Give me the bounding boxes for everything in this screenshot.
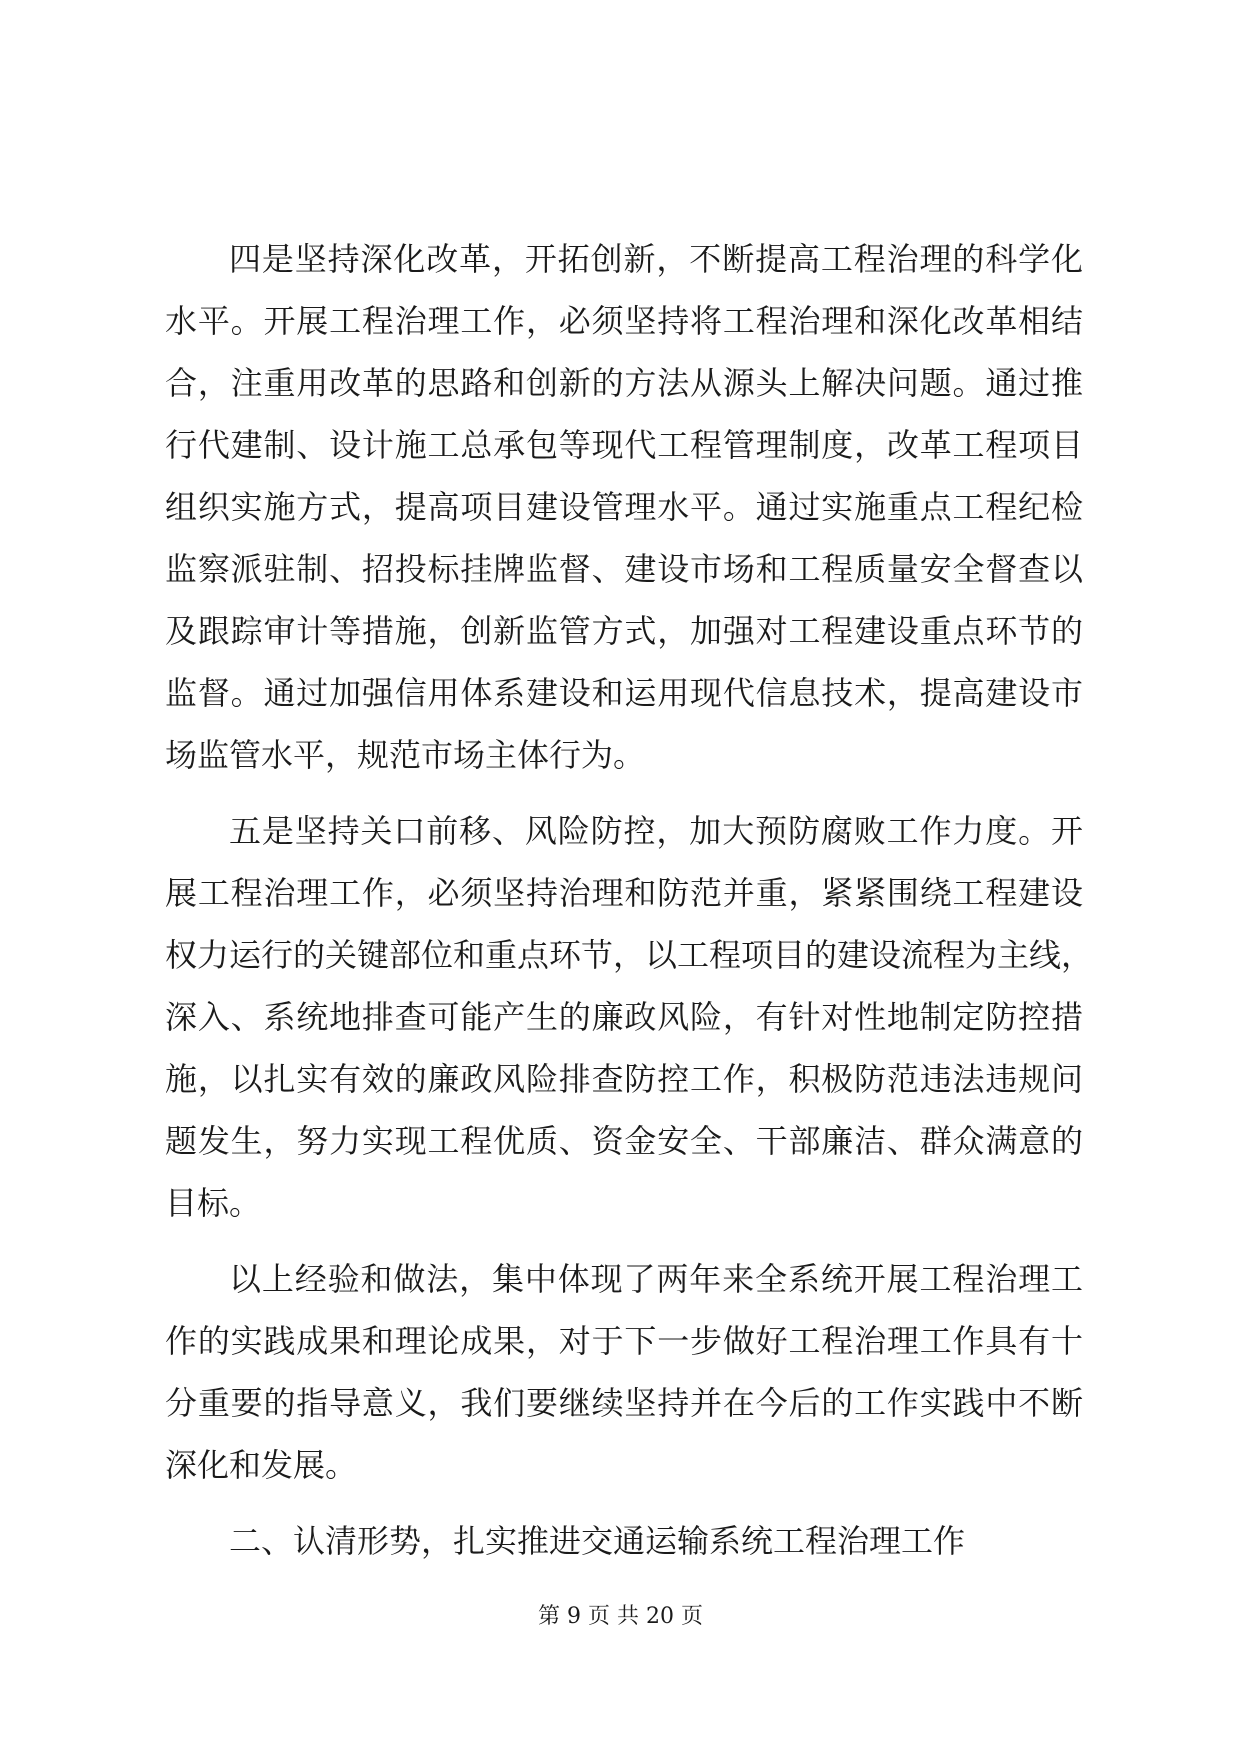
paragraph-spacer (165, 1234, 1083, 1248)
paragraph-5 (165, 800, 1094, 1234)
text-line: 合，注重用改革的思路和创新的方法从源头上解决问题。通过推 (165, 364, 1083, 402)
paragraph-spacer (165, 1496, 1083, 1510)
text-line: 组织实施方式，提高项目建设管理水平。通过实施重点工程纪检 (165, 488, 1083, 526)
section-heading (165, 1510, 1083, 1572)
paragraph-summary (165, 1248, 1083, 1496)
page-number-footer: 第 9 页 共 20 页 (538, 1604, 703, 1629)
document-body (165, 228, 1094, 1572)
text-line: 场监管水平，规范市场主体行为。 (165, 736, 646, 774)
heading-text: 二、认清形势，扎实推进交通运输系统工程治理工作 (229, 1522, 966, 1560)
text-line: 四是坚持深化改革，开拓创新，不断提高工程治理的科学化 (229, 240, 1083, 278)
text-line: 及跟踪审计等措施，创新监管方式，加强对工程建设重点环节的 (165, 612, 1083, 650)
text-line: 水平。开展工程治理工作，必须坚持将工程治理和深化改革相结 (165, 302, 1083, 340)
text-line: 深入、系统地排查可能产生的廉政风险，有针对性地制定防控措 (165, 998, 1083, 1036)
text-line: 题发生，努力实现工程优质、资金安全、干部廉洁、群众满意的 (165, 1122, 1083, 1160)
text-line: 以上经验和做法，集中体现了两年来全系统开展工程治理工 (229, 1260, 1083, 1298)
text-line: 行代建制、设计施工总承包等现代工程管理制度，改革工程项目 (165, 426, 1083, 464)
text-line: 权力运行的关键部位和重点环节，以工程项目的建设流程为主线， (165, 936, 1094, 974)
text-line: 作的实践成果和理论成果，对于下一步做好工程治理工作具有十 (165, 1322, 1083, 1360)
text-line: 深化和发展。 (165, 1446, 358, 1484)
paragraph-spacer (165, 786, 1083, 800)
text-line: 监督。通过加强信用体系建设和运用现代信息技术，提高建设市 (165, 674, 1083, 712)
text-line: 五是坚持关口前移、风险防控，加大预防腐败工作力度。开 (229, 812, 1083, 850)
paragraph-4 (165, 228, 1083, 786)
text-line: 施，以扎实有效的廉政风险排查防控工作，积极防范违法违规问 (165, 1060, 1083, 1098)
text-line: 分重要的指导意义，我们要继续坚持并在今后的工作实践中不断 (165, 1384, 1083, 1422)
text-line: 展工程治理工作，必须坚持治理和防范并重，紧紧围绕工程建设 (165, 874, 1083, 912)
text-line: 监察派驻制、招投标挂牌监督、建设市场和工程质量安全督查以 (165, 550, 1083, 588)
text-line: 目标。 (165, 1184, 262, 1222)
